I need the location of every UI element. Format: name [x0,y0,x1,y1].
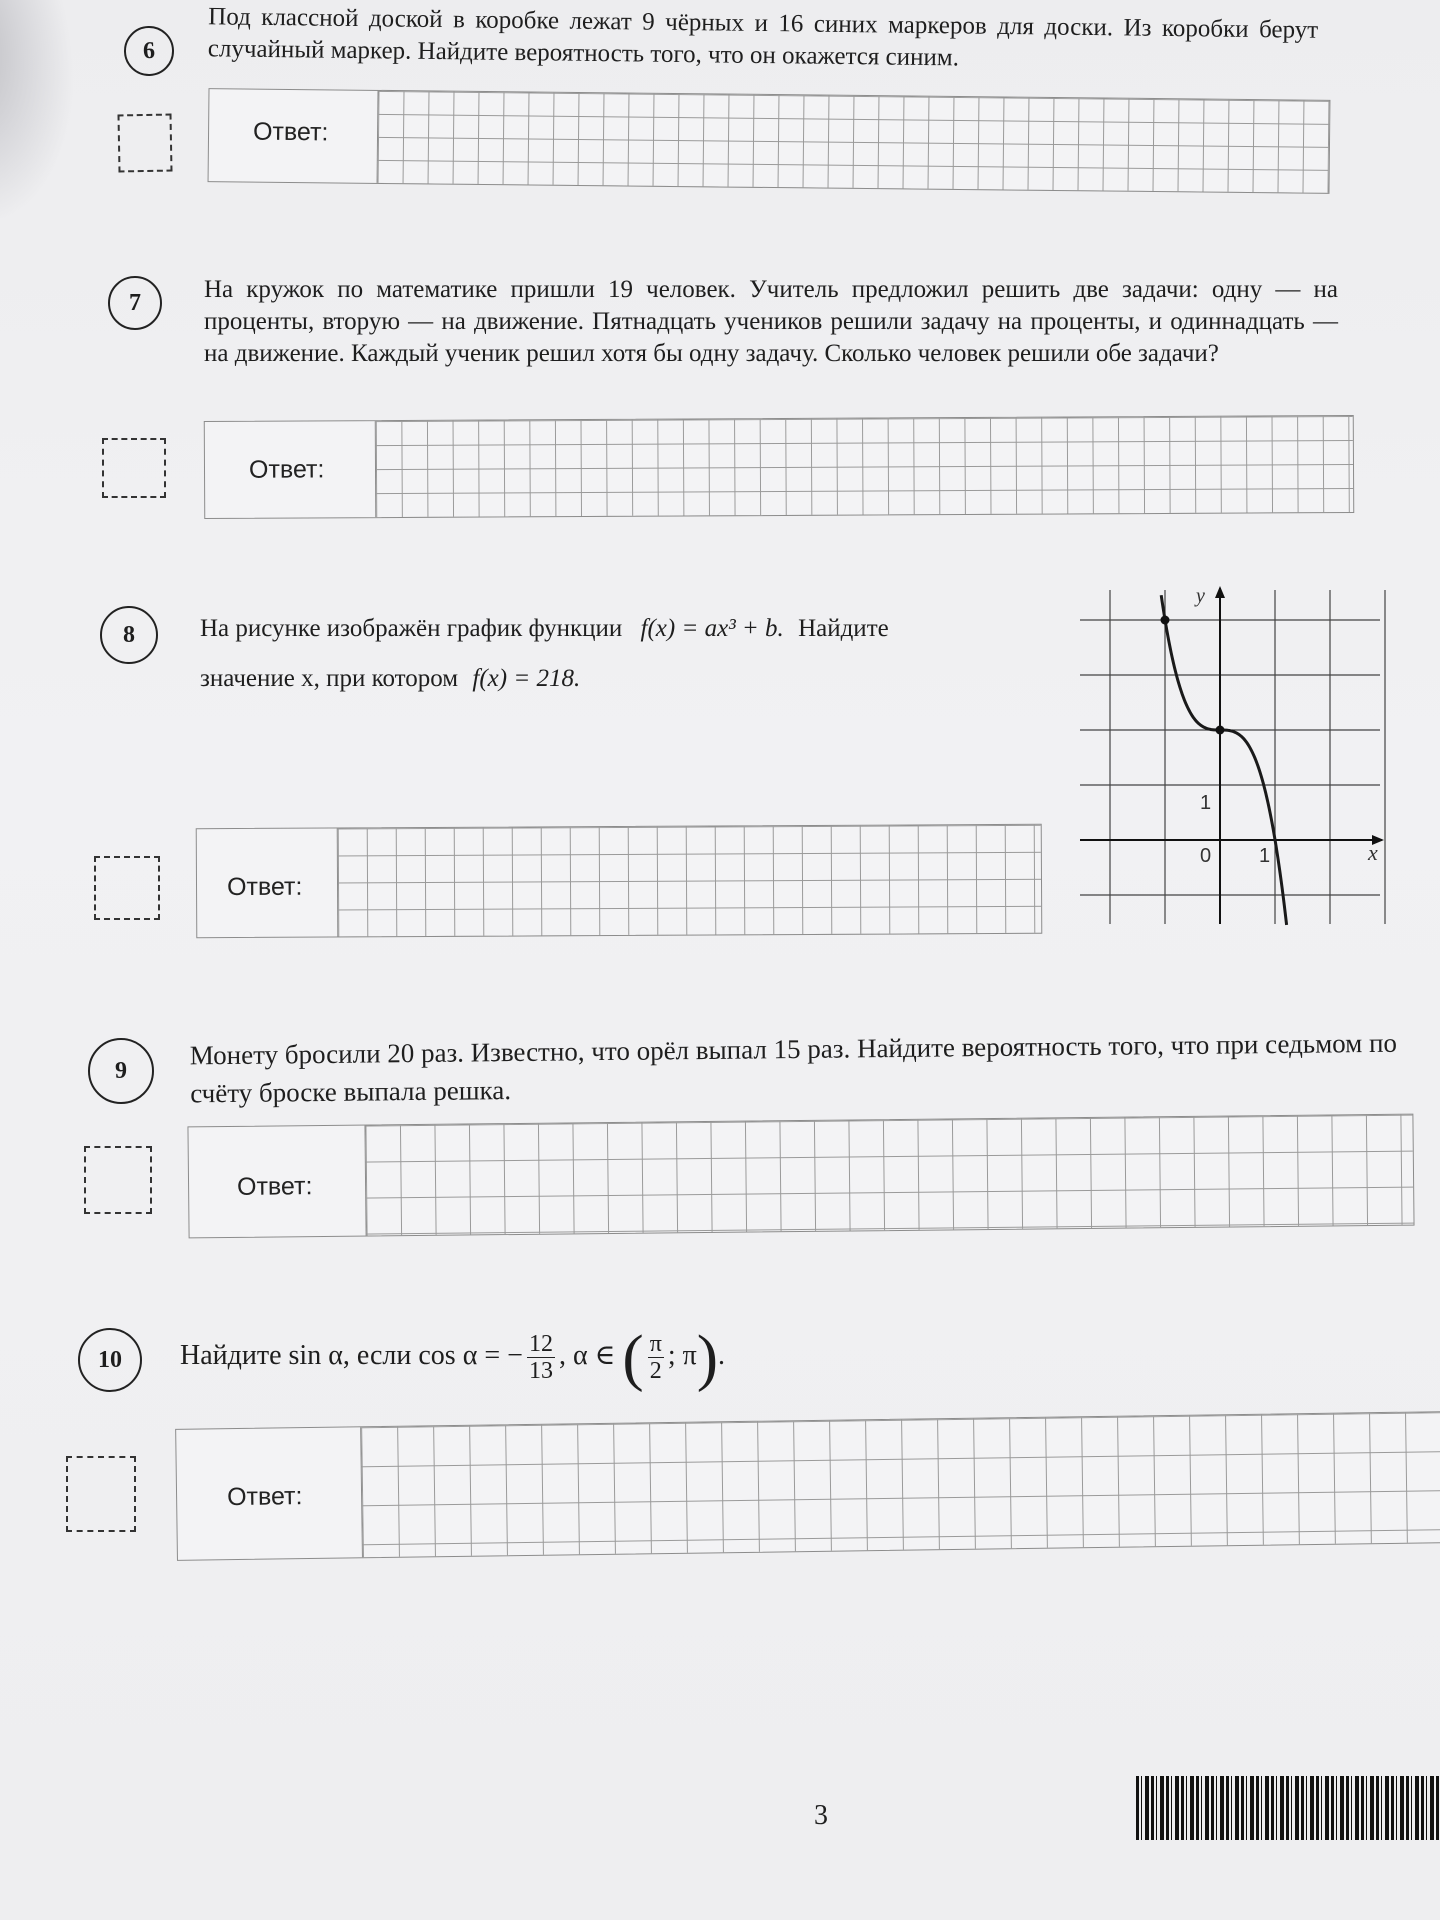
task-9-answer-box [187,1114,1414,1239]
task-number-6: 6 [123,25,175,77]
x-axis-label: x [1368,840,1378,865]
value-formula: f(x) = 218. [472,665,581,692]
answer-label: Ответ: [226,1482,303,1512]
task-number-9: 9 [88,1038,154,1104]
answer-grid[interactable] [337,825,1042,937]
y-unit-tick-label: 1 [1200,792,1212,814]
answer-label: Ответ: [236,1172,313,1201]
page-number: 3 [814,1800,828,1831]
answer-label: Ответ: [226,872,303,902]
task-number-8: 8 [100,606,158,664]
task-7-answer-box [204,415,1354,519]
graph-point [1161,616,1170,625]
answer-grid[interactable] [375,416,1353,517]
task-8-check-box[interactable] [94,856,160,920]
origin-tick-label: 0 [1200,845,1212,867]
x-unit-tick-label: 1 [1259,845,1271,867]
task-10-text: Найдите sin α, если cos α = − $\frac{12}{13}$ , α ∈ ( $\frac{\pi}{2}$ ; π). [180,1321,726,1393]
task-9-check-box[interactable] [84,1146,152,1214]
task-8-text: На рисунке изображён график функции f(x) = ax³ + b. Найдите значение x, при котором f(x) = 218. [200,615,889,692]
function-graph [1070,584,1390,930]
task-6-text: Под классной доской в коробке лежат 9 чёрных и 16 синих маркеров для доски. Из коробки берут случайный маркер. Найдите вероятность того, что он окажется синим. [207,3,1319,72]
pi-half-fraction: $\frac{\pi}{2}$ [649,1331,662,1385]
task-7-check-box[interactable] [102,438,166,498]
function-formula: f(x) = ax³ + b. [640,615,784,642]
task-6-check-box[interactable] [117,114,172,173]
graph-grid [1080,584,1385,924]
y-axis-label: y [1196,585,1205,607]
task-7-text: На кружок по математике пришли 19 человек. Учитель предложил решить две задачи: одну — на проценты, вторую — на движение. Пятнадцать учеников решили задачу на проценты, и одиннадцать — на движение. Каждый ученик решил хотя бы одну задачу. Сколько человек решили обе задачи? [204,276,1338,367]
cos-fraction: $\frac{12}{13}$ [528,1331,553,1385]
task-9-text: Монету бросили 20 раз. Известно, что орёл выпал 15 раз. Найдите вероятность того, что при седьмом по счёту броске выпала решка. [189,1027,1398,1109]
answer-label: Ответ: [248,455,325,484]
page-shadow [0,0,102,230]
task-8-answer-box [196,824,1043,938]
y-axis-arrow [1215,586,1225,598]
task-number-7: 7 [108,276,162,330]
task-10-check-box[interactable] [66,1456,136,1532]
barcode [1136,1776,1440,1840]
graph-axes [1080,586,1384,924]
answer-grid[interactable] [364,1115,1413,1236]
answer-grid[interactable] [360,1412,1440,1557]
function-curve [1161,595,1286,925]
answer-grid[interactable] [377,91,1330,193]
task-10-answer-box [175,1411,1440,1561]
task-number-10: 10 [78,1328,142,1392]
graph-point [1216,726,1225,735]
answer-label: Ответ: [252,117,329,147]
task-6-answer-box [208,88,1331,194]
